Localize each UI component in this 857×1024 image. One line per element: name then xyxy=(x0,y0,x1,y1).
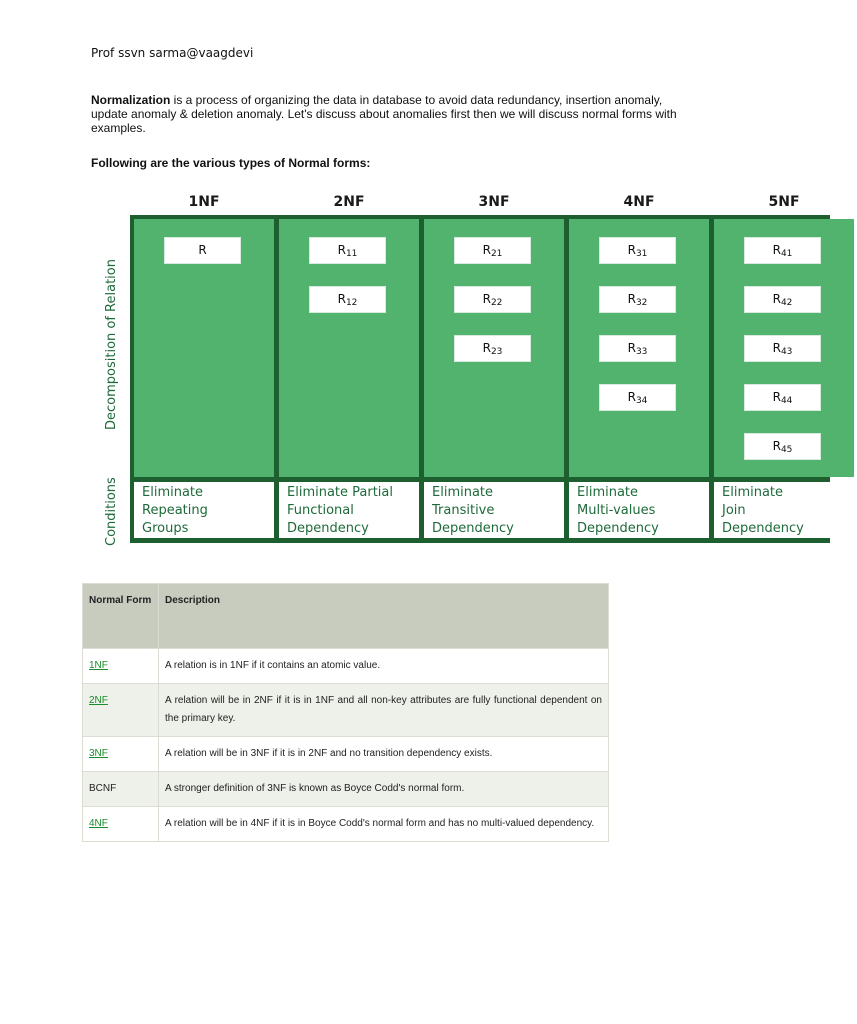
relation-box xyxy=(744,384,821,411)
normal-form-cell: BCNF xyxy=(83,772,159,807)
relation-name: R xyxy=(627,292,636,306)
relation-box xyxy=(454,286,531,313)
condition-line: Dependency xyxy=(722,521,804,536)
relation-box xyxy=(744,237,821,264)
condition-line: Groups xyxy=(142,521,189,536)
relation-name: R xyxy=(337,243,346,257)
normal-form-cell xyxy=(83,684,159,737)
condition-1nf xyxy=(134,482,274,538)
condition-line: Dependency xyxy=(577,521,659,536)
relation-box xyxy=(744,433,821,460)
relation-name: R xyxy=(198,243,207,257)
column-heading-3nf: 3NF xyxy=(478,194,510,210)
relation-subscript: 44 xyxy=(780,396,793,406)
condition-line: Eliminate xyxy=(722,485,784,500)
relation-subscript: 43 xyxy=(780,347,793,357)
relation-name: R xyxy=(482,243,491,257)
condition-2nf xyxy=(279,482,419,538)
side-label-decomposition: Decomposition of Relation xyxy=(104,259,119,430)
relation-box xyxy=(599,335,676,362)
normal-forms-table xyxy=(82,583,609,842)
condition-line: Eliminate Partial xyxy=(287,485,393,500)
relation-box xyxy=(164,237,241,264)
relation-subscript: 45 xyxy=(780,445,793,455)
condition-line: Dependency xyxy=(432,521,514,536)
condition-line: Join xyxy=(722,503,746,518)
table-row xyxy=(83,737,609,772)
relation-subscript: 31 xyxy=(635,249,648,259)
relation-box xyxy=(599,384,676,411)
side-label-conditions: Conditions xyxy=(104,477,119,546)
column-heading-5nf: 5NF xyxy=(768,194,800,210)
author-line: Prof ssvn sarma@vaagdevi xyxy=(91,46,254,60)
description-cell: A stronger definition of 3NF is known as Boyce Codd's normal form. xyxy=(159,772,609,807)
condition-5nf xyxy=(714,482,854,538)
header-description: Description xyxy=(159,584,609,649)
condition-4nf xyxy=(569,482,709,538)
description-cell: A relation will be in 3NF if it is in 2NF and no transition dependency exists. xyxy=(159,737,609,772)
normal-form-cell xyxy=(83,649,159,684)
relation-subscript: 23 xyxy=(490,347,503,357)
condition-line: Eliminate xyxy=(432,485,494,500)
relation-subscript: 42 xyxy=(780,298,793,308)
relation-subscript: 32 xyxy=(635,298,648,308)
condition-3nf xyxy=(424,482,564,538)
column-heading-2nf: 2NF xyxy=(333,194,365,210)
table-row xyxy=(83,807,609,842)
relation-subscript: 12 xyxy=(345,298,358,308)
condition-line: Eliminate xyxy=(577,485,639,500)
relation-name: R xyxy=(772,243,781,257)
relation-box xyxy=(454,237,531,264)
relation-box xyxy=(309,286,386,313)
relation-name: R xyxy=(772,390,781,404)
normal-form-link[interactable]: 4NF xyxy=(89,818,108,829)
column-heading-4nf: 4NF xyxy=(623,194,655,210)
normal-form-link[interactable]: 3NF xyxy=(89,748,108,759)
relation-box xyxy=(454,335,531,362)
condition-line: Eliminate xyxy=(142,485,204,500)
relation-box xyxy=(599,286,676,313)
relation-subscript: 11 xyxy=(345,249,358,259)
intro-paragraph xyxy=(91,93,691,135)
intro-text: is a process of organizing the data in database to avoid data redundancy, insertion anomaly, update anomaly & deletion anomaly. Let's discuss about anomalies first then we will discuss normal forms with examples. xyxy=(91,93,677,135)
relation-name: R xyxy=(772,292,781,306)
condition-line: Dependency xyxy=(287,521,369,536)
relation-box xyxy=(599,237,676,264)
description-cell: A relation will be in 4NF if it is in Boyce Codd's normal form and has no multi-valued dependency. xyxy=(159,807,609,842)
normal-form-link[interactable]: 1NF xyxy=(89,660,108,671)
normal-forms-diagram xyxy=(0,190,804,560)
relation-name: R xyxy=(482,292,491,306)
relation-name: R xyxy=(772,439,781,453)
relation-box xyxy=(744,286,821,313)
condition-line: Multi-values xyxy=(577,503,656,518)
description-cell: A relation is in 1NF if it contains an atomic value. xyxy=(159,649,609,684)
intro-term: Normalization xyxy=(91,93,171,107)
relation-name: R xyxy=(337,292,346,306)
table-row xyxy=(83,649,609,684)
column-heading-1nf: 1NF xyxy=(188,194,220,210)
condition-line: Repeating xyxy=(142,503,208,518)
normal-form-link[interactable]: 2NF xyxy=(89,695,108,706)
relation-subscript: 21 xyxy=(490,249,503,259)
normal-forms-subheading: Following are the various types of Normal forms: xyxy=(91,156,371,170)
relation-name: R xyxy=(627,390,636,404)
relation-name: R xyxy=(482,341,491,355)
normal-form-cell xyxy=(83,737,159,772)
relation-box xyxy=(309,237,386,264)
relation-name: R xyxy=(627,341,636,355)
table-header-row xyxy=(83,584,609,649)
condition-line: Functional xyxy=(287,503,354,518)
description-cell: A relation will be in 2NF if it is in 1NF and all non-key attributes are fully functional dependent on the primary key. xyxy=(159,684,609,737)
table-row xyxy=(83,772,609,807)
table-row xyxy=(83,684,609,737)
condition-line: Transitive xyxy=(432,503,495,518)
relation-name: R xyxy=(627,243,636,257)
normal-form-cell xyxy=(83,807,159,842)
relation-subscript: 34 xyxy=(635,396,648,406)
relation-subscript: 41 xyxy=(780,249,793,259)
relation-name: R xyxy=(772,341,781,355)
relation-subscript: 33 xyxy=(635,347,648,357)
relation-subscript: 22 xyxy=(490,298,503,308)
relation-box xyxy=(744,335,821,362)
header-normal-form: Normal Form xyxy=(83,584,159,649)
